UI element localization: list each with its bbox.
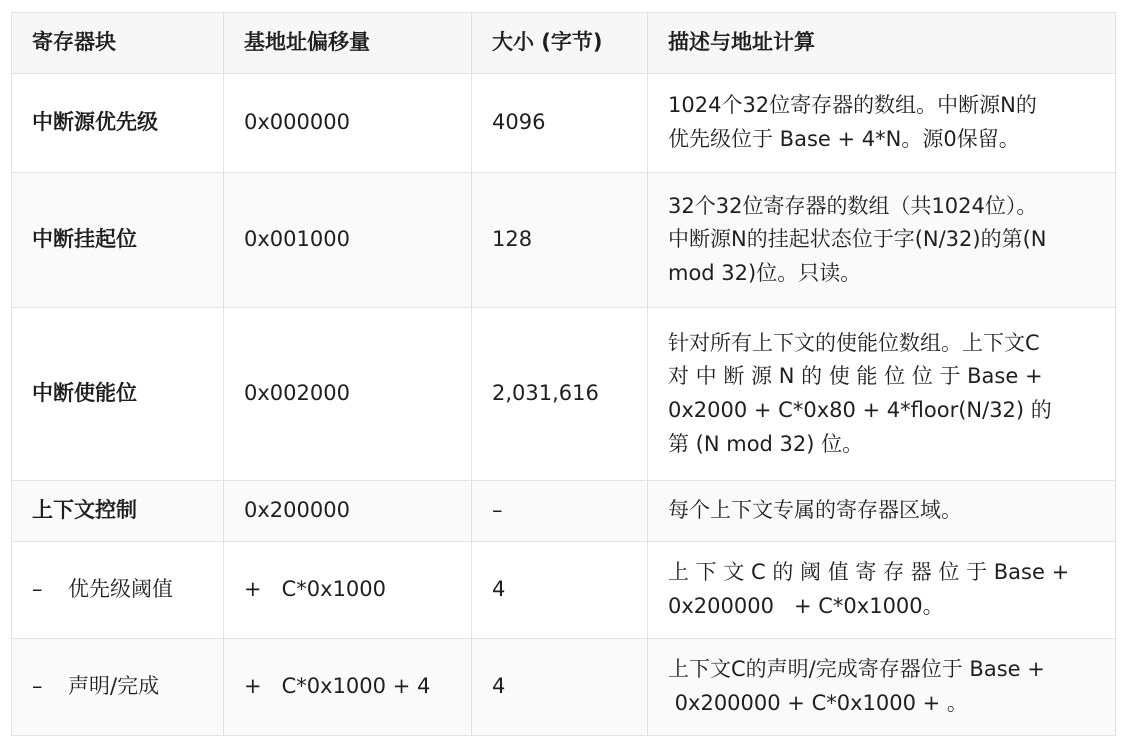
sub-item-label: 优先级阈值 bbox=[68, 577, 173, 602]
description-line: 针对所有上下文的使能位数组。上下文C bbox=[668, 330, 1040, 355]
cell-size: 4096 bbox=[472, 74, 648, 173]
cell-size: – bbox=[472, 481, 648, 542]
description-line: 0x200000 + C*0x1000。 bbox=[668, 594, 944, 618]
cell-base-offset: + C*0x1000 bbox=[224, 542, 472, 639]
cell-register-block: 中断挂起位 bbox=[12, 173, 224, 308]
cell-description bbox=[648, 481, 1116, 542]
table-row bbox=[12, 308, 1116, 481]
cell-base-offset: + C*0x1000 + 4 bbox=[224, 639, 472, 736]
cell-description bbox=[648, 639, 1116, 736]
cell-register-block bbox=[12, 639, 224, 736]
description-line: 中断源N的挂起状态位于字(N/32)的第(N bbox=[668, 227, 1047, 252]
header-register-block: 寄存器块 bbox=[12, 13, 224, 74]
table-header-row bbox=[12, 13, 1116, 74]
description-line: 1024个32位寄存器的数组。中断源N的 bbox=[668, 93, 1037, 118]
cell-size: 4 bbox=[472, 639, 648, 736]
cell-description bbox=[648, 74, 1116, 173]
table-row bbox=[12, 481, 1116, 542]
header-base-offset: 基地址偏移量 bbox=[224, 13, 472, 74]
cell-base-offset: 0x002000 bbox=[224, 308, 472, 481]
cell-description bbox=[648, 308, 1116, 481]
header-description: 描述与地址计算 bbox=[648, 13, 1116, 74]
cell-base-offset: 0x000000 bbox=[224, 74, 472, 173]
description-line: mod 32)位。只读。 bbox=[668, 260, 862, 285]
description-line: 上下文C的声明/完成寄存器位于 Base + bbox=[668, 657, 1045, 682]
table-row bbox=[12, 639, 1116, 736]
cell-size: 4 bbox=[472, 542, 648, 639]
description-line: 第 (N mod 32) 位。 bbox=[668, 431, 864, 456]
cell-register-block bbox=[12, 542, 224, 639]
description-line: 0x200000 + C*0x1000 + 。 bbox=[668, 691, 968, 715]
cell-description bbox=[648, 173, 1116, 308]
cell-description bbox=[648, 542, 1116, 639]
cell-size: 128 bbox=[472, 173, 648, 308]
cell-register-block: 中断使能位 bbox=[12, 308, 224, 481]
cell-base-offset: 0x200000 bbox=[224, 481, 472, 542]
table-row bbox=[12, 173, 1116, 308]
cell-base-offset: 0x001000 bbox=[224, 173, 472, 308]
table-row bbox=[12, 74, 1116, 173]
cell-register-block: 中断源优先级 bbox=[12, 74, 224, 173]
description-line: 32个32位寄存器的数组（共1024位）。 bbox=[668, 193, 1038, 218]
sub-item-label: 声明/完成 bbox=[68, 674, 160, 699]
cell-size: 2,031,616 bbox=[472, 308, 648, 481]
cell-register-block: 上下文控制 bbox=[12, 481, 224, 542]
description-line: 每个上下文专属的寄存器区域。 bbox=[668, 498, 962, 523]
sub-item-dash: – bbox=[32, 674, 43, 699]
description-line: 上 下 文 C 的 阈 值 寄 存 器 位 于 Base + bbox=[668, 560, 1070, 585]
header-size: 大小 (字节) bbox=[472, 13, 648, 74]
register-map-table bbox=[11, 12, 1116, 736]
sub-item-dash: – bbox=[32, 577, 43, 602]
table-row bbox=[12, 542, 1116, 639]
description-line: 0x2000 + C*0x80 + 4*floor(N/32) 的 bbox=[668, 398, 1052, 422]
description-line: 对 中 断 源 N 的 使 能 位 位 于 Base + bbox=[668, 364, 1043, 389]
description-line: 优先级位于 Base + 4*N。源0保留。 bbox=[668, 127, 1020, 151]
